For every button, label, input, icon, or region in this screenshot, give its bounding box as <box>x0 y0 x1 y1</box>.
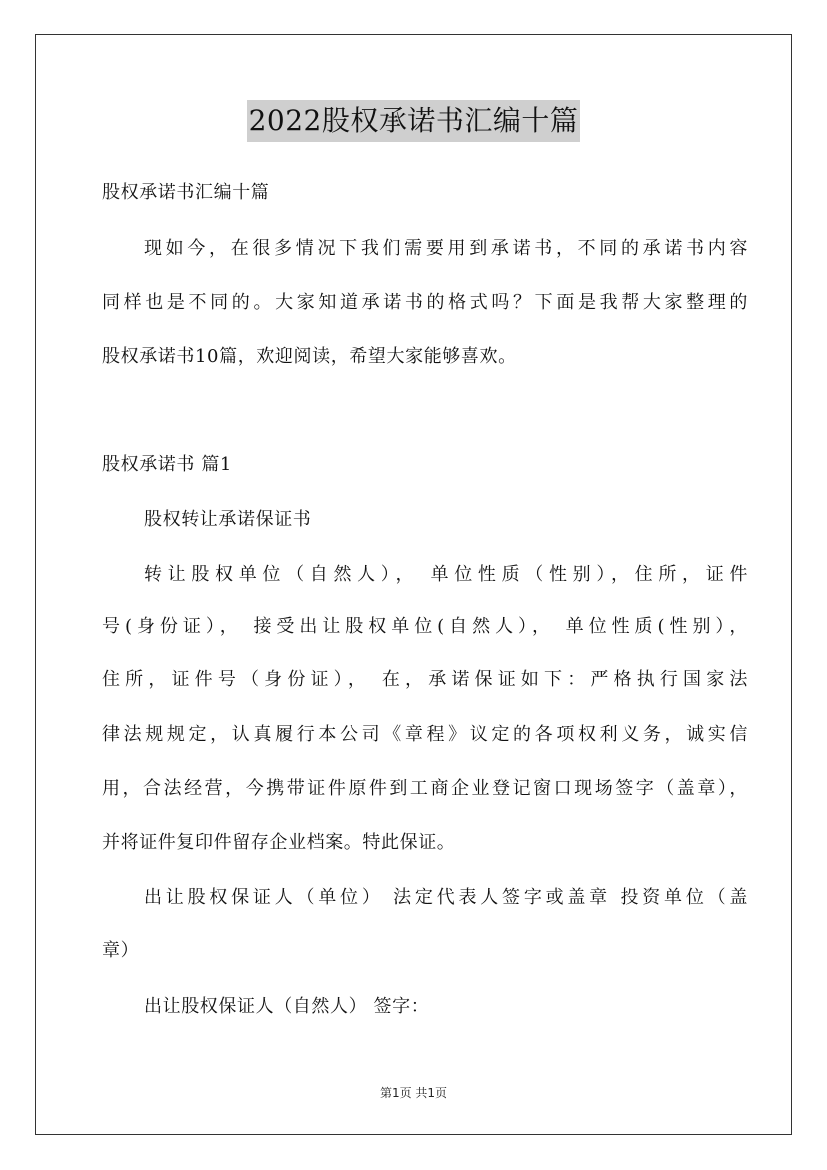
intro-line-3: 股权承诺书10篇，欢迎阅读，希望大家能够喜欢。 <box>102 346 517 367</box>
body-line-4: 律法规规定，认真履行本公司《章程》议定的各项权利义务，诚实信 <box>102 724 748 745</box>
title-container <box>0 100 827 142</box>
section-title: 股权转让承诺保证书 <box>144 509 312 530</box>
document-title: 2022股权承诺书汇编十篇 <box>247 100 581 142</box>
intro-line-1: 现如今，在很多情况下我们需要用到承诺书，不同的承诺书内容 <box>144 238 748 259</box>
document-subtitle: 股权承诺书汇编十篇 <box>102 182 270 203</box>
signature-line-2: 出让股权保证人（自然人） 签字： <box>144 996 430 1017</box>
signature-line-1: 出让股权保证人（单位） 法定代表人签字或盖章 投资单位（盖 <box>144 887 748 908</box>
body-line-5: 用，合法经营，今携带证件原件到工商企业登记窗口现场签字（盖章）， <box>102 778 748 799</box>
section-heading: 股权承诺书 篇1 <box>102 454 232 475</box>
body-line-3: 住所，证件号（身份证）， 在，承诺保证如下：严格执行国家法 <box>102 669 748 690</box>
signature-line-1-cont: 章） <box>102 940 140 961</box>
body-line-2: 号(身份证）， 接受出让股权单位(自然人）， 单位性质(性别）， <box>102 616 748 637</box>
body-line-1: 转让股权单位（自然人）， 单位性质（性别），住所，证件 <box>144 564 748 585</box>
intro-line-2: 同样也是不同的。大家知道承诺书的格式吗？下面是我帮大家整理的 <box>102 292 748 313</box>
body-line-6: 并将证件复印件留存企业档案。特此保证。 <box>102 832 456 853</box>
page-footer: 第1页 共1页 <box>379 1086 448 1100</box>
